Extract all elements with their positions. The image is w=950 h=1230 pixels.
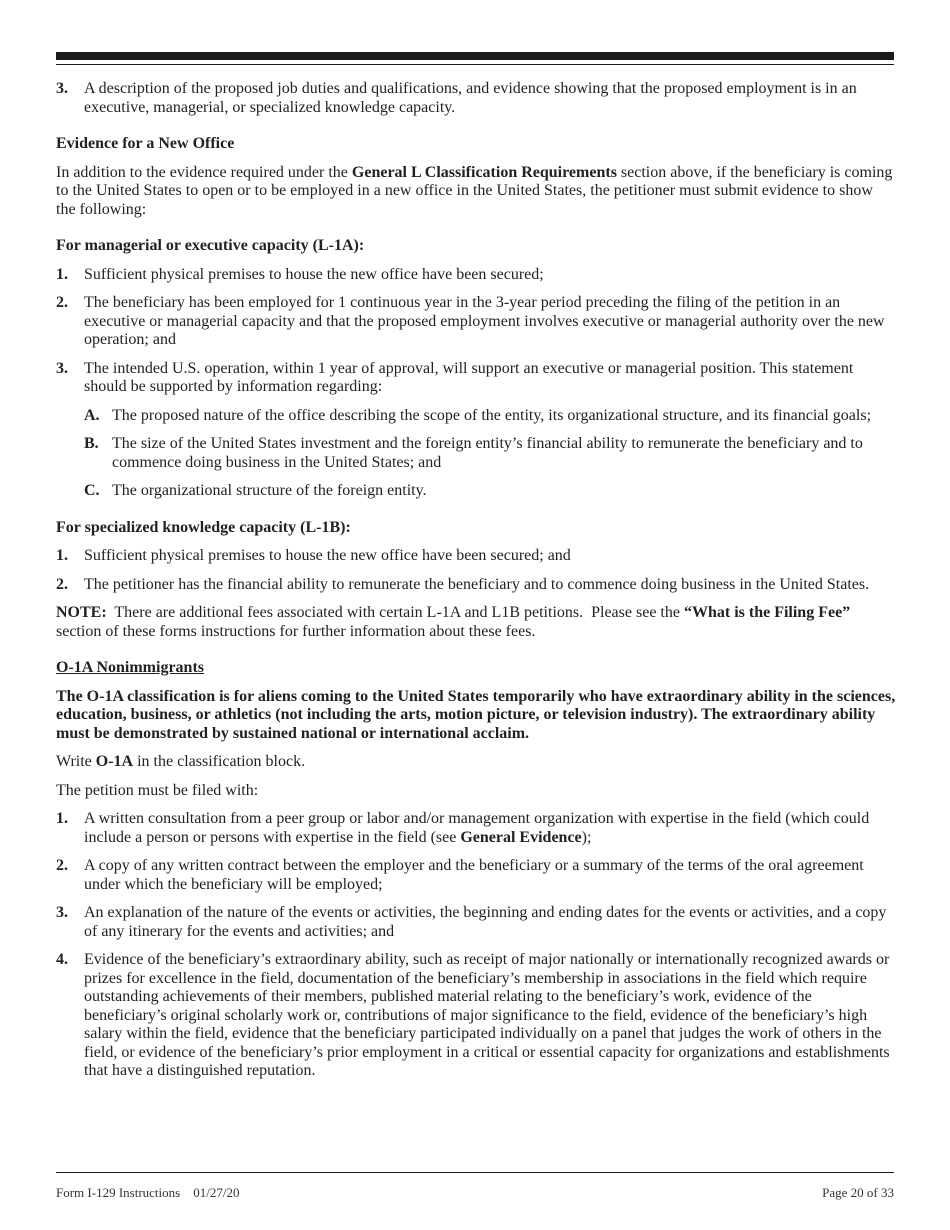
o1a-summary: The O-1A classification is for aliens coming to the United States temporarily who have extraordinary ability in the sciences, education, business, or athletics (not including the arts, motion picture, or television industry). The extraordinary ability must be demonstrated by sustained national or international acclaim. [56, 687, 896, 742]
item-text: A description of the proposed job duties and qualifications, and evidence showing that the proposed employment is in an executive, managerial, or specialized knowledge capacity. [84, 80, 857, 116]
o1a-write-instruction: Write O-1A in the classification block. [56, 753, 306, 770]
sub-list-item: C. The organizational structure of the foreign entity. [84, 482, 427, 499]
footer-date: 01/27/20 [193, 1185, 240, 1200]
list-item: 1. Sufficient physical premises to house the new office have been secured; and [56, 547, 571, 564]
sub-list-item: B. The size of the United States investment and the foreign entity’s financial ability to remunerate the beneficiary and to commence doing business in the United States; and [84, 435, 863, 471]
new-office-intro: In addition to the evidence required under the General L Classification Requirements section above, if the beneficiary is coming to the United States to open or to be employed in a new office in the United States, the petitioner must submit evidence to show the following: [56, 163, 893, 218]
footer-form-name: Form I-129 Instructions [56, 1185, 181, 1200]
page-content [56, 80, 896, 1091]
item-number: 3. [56, 80, 68, 97]
note-paragraph: NOTE: There are additional fees associated with certain L-1A and L1B petitions. Please see the “What is the Filing Fee” section of these forms instructions for further information about these fees. [56, 604, 851, 640]
footer-rule [56, 1172, 894, 1173]
list-item: 1. A written consultation from a peer group or labor and/or management organization with expertise in the field (which could include a person or persons with expertise in the field (see General Evidence); [56, 810, 870, 846]
header-rule-thin [56, 64, 894, 65]
list-item: 1. Sufficient physical premises to house the new office have been secured; [56, 265, 544, 283]
section-heading-new-office: Evidence for a New Office [56, 135, 235, 152]
section-heading-o1a: O-1A Nonimmigrants [56, 659, 204, 676]
list-item: 2. The beneficiary has been employed for 1 continuous year in the 3-year period preceding the filing of the petition in an executive or managerial capacity and that the proposed employment involves executive or managerial authority over the new operation; and [56, 294, 885, 348]
list-item: 2. The petitioner has the financial ability to remunerate the beneficiary and to commence doing business in the United States. [56, 575, 870, 593]
list-item: 3. The intended U.S. operation, within 1 year of approval, will support an executive or managerial position. This statement should be supported by information regarding: [56, 359, 854, 395]
o1a-filed-with: The petition must be filed with: [56, 781, 259, 799]
subheading-l1a: For managerial or executive capacity (L-1A): [56, 237, 365, 254]
list-item: 2. A copy of any written contract between the employer and the beneficiary or a summary of the terms of the oral agreement under which the beneficiary will be employed; [56, 857, 864, 893]
list-item: 3. An explanation of the nature of the events or activities, the beginning and ending dates for the events or activities, and a copy of any itinerary for the events and activities; and [56, 904, 887, 940]
footer-page-number: Page 20 of 33 [822, 1185, 894, 1200]
header-rule-thick [56, 52, 894, 60]
list-item: 4. Evidence of the beneficiary’s extraordinary ability, such as receipt of major nationally or internationally recognized awards or prizes for excellence in the field, documentation of the beneficiary’s membership in associations in the field which require outstanding achievements of their members, published material relating to the beneficiary’s work, evidence of the beneficiary’s original scholarly work or, contributions of major significance to the field, evidence of the beneficiary’s high salary within the field, evidence that the beneficiary participated individually on a panel that judges the work of others in the field, or evidence of the beneficiary’s prior employment in a critical or essential capacity for organizations and establishments that have a distinguished reputation. [56, 951, 890, 1079]
list-item [56, 80, 896, 117]
sub-list-item: A. The proposed nature of the office describing the scope of the entity, its organizational structure, and its financial goals; [84, 406, 872, 424]
subheading-l1b: For specialized knowledge capacity (L-1B): [56, 518, 351, 536]
